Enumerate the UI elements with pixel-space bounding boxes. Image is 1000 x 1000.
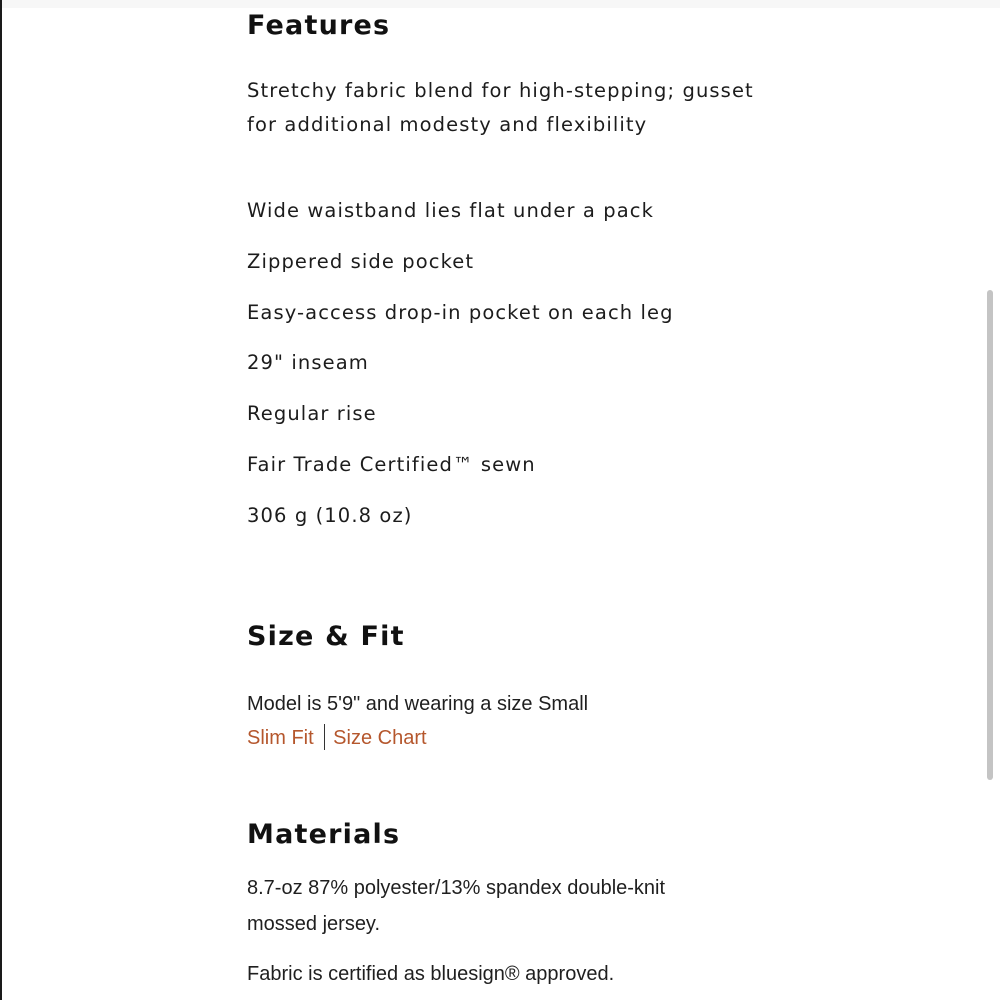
- model-size-text: Model is 5'9" and wearing a size Small: [247, 693, 589, 715]
- fit-links: [247, 721, 427, 755]
- link-separator: [324, 724, 326, 750]
- left-edge: [0, 0, 2, 1000]
- size-fit-heading: Size & Fit: [247, 621, 405, 652]
- feature-item: Wide waistband lies flat under a pack: [247, 199, 654, 222]
- top-strip: [0, 0, 1000, 8]
- materials-heading: Materials: [247, 819, 401, 850]
- materials-paragraph: Fabric is certified as bluesign® approved.: [247, 963, 615, 985]
- features-heading: Features: [247, 10, 391, 41]
- feature-item: Fair Trade Certified™ sewn: [247, 453, 536, 476]
- slim-fit-link[interactable]: Slim Fit: [247, 727, 314, 749]
- feature-item: Stretchy fabric blend for high-stepping; gusset for additional modesty and flexibility: [247, 79, 754, 136]
- scrollbar-thumb[interactable]: [987, 290, 993, 780]
- materials-paragraph: 8.7-oz 87% polyester/13% spandex double-knit mossed jersey.: [247, 877, 666, 935]
- size-chart-link[interactable]: Size Chart: [333, 727, 427, 749]
- feature-item: Regular rise: [247, 402, 377, 425]
- feature-item: Zippered side pocket: [247, 250, 475, 273]
- scrollbar[interactable]: [986, 0, 994, 1000]
- feature-item: 306 g (10.8 oz): [247, 504, 413, 527]
- feature-item: Easy-access drop-in pocket on each leg: [247, 301, 674, 324]
- feature-item: 29" inseam: [247, 351, 369, 374]
